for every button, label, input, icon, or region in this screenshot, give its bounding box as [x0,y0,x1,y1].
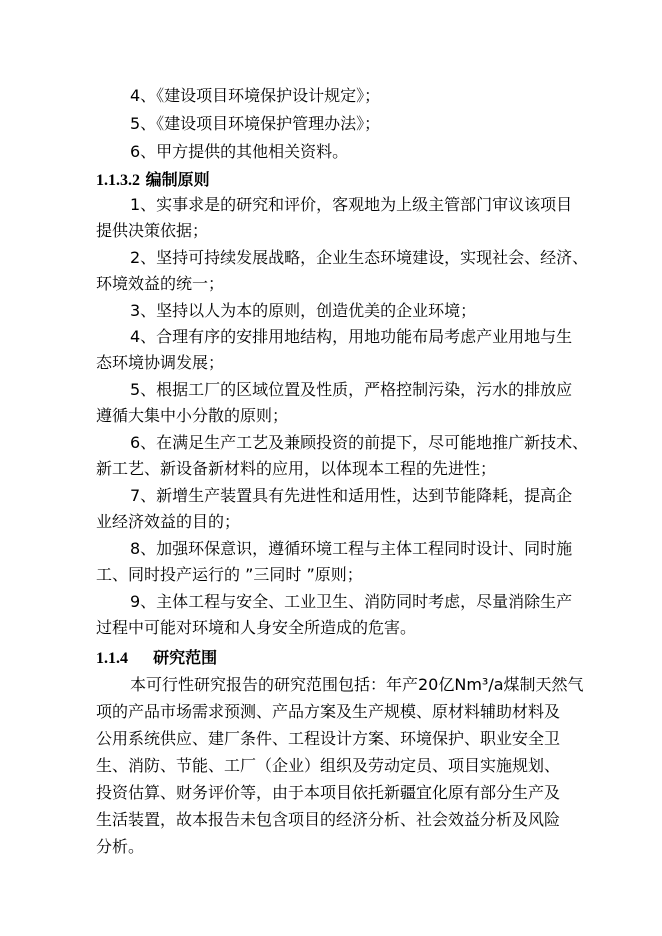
section-title: 编制原则 [145,170,210,189]
principle-2-line-1: 2、坚持可持续发展战略，企业生态环境建设，实现社会、经济、 [130,248,589,267]
basis-item-6: 6、甲方提供的其他相关资料。 [130,142,349,161]
scope-line-3: 公用系统供应、建厂条件、工程设计方案、环境保护、职业安全卫 [96,729,561,748]
principle-4-line-1: 4、合理有序的安排用地结构，用地功能布局考虑产业用地与生 [130,327,573,346]
principle-9-line-2: 过程中可能对环境和人身安全所造成的危害。 [96,618,417,637]
principle-1-line-1: 1、实事求是的研究和评价，客观地为上级主管部门审议该项目 [130,195,573,214]
basis-item-4: 4、《建设项目环境保护设计规定》； [130,86,381,105]
principle-6-line-1: 6、在满足生产工艺及兼顾投资的前提下，尽可能地推广新技术、 [130,433,589,452]
principle-7-line-2: 业经济效益的目的； [96,512,241,531]
scope-line-6: 生活装置，故本报告未包含项目的经济分析、社会效益分析及风险 [96,810,561,829]
section-heading-114 [96,648,217,669]
section-heading-1132 [96,170,210,191]
scope-line-5: 投资估算、财务评价等，由于本项目依托新疆宜化原有部分生产及 [96,783,561,802]
scope-line-1: 本可行性研究报告的研究范围包括：年产20亿Nm³/a煤制天然气 [130,675,584,694]
section-title: 研究范围 [153,648,218,667]
principle-2-line-2: 环境效益的统一； [96,274,225,293]
scope-line-7: 分析。 [96,837,145,856]
principle-8-line-1: 8、加强环保意识，遵循环境工程与主体工程同时设计、同时施 [130,539,573,558]
scope-line-4: 生、消防、节能、工厂（企业）组织及劳动定员、项目实施规划、 [96,756,561,775]
scope-line-2: 项的产品市场需求预测、产品方案及生产规模、原材料辅助材料及 [96,702,561,721]
basis-item-5: 5、《建设项目环境保护管理办法》； [130,114,381,133]
principle-9-line-1: 9、主体工程与安全、工业卫生、消防同时考虑，尽量消除生产 [130,592,573,611]
principle-7-line-1: 7、新增生产装置具有先进性和适用性，达到节能降耗，提高企 [130,486,573,505]
principle-5-line-1: 5、根据工厂的区域位置及性质，严格控制污染，污水的排放应 [130,380,573,399]
principle-8-line-2: 工、同时投产运行的 ”三同时 ”原则； [96,565,363,584]
section-number: 1.1.4 [96,650,128,667]
principle-3-line-1: 3、坚持以人为本的原则，创造优美的企业环境； [130,301,477,320]
section-number: 1.1.3.2 [96,172,140,189]
principle-1-line-2: 提供决策依据； [96,221,209,240]
principle-6-line-2: 新工艺、新设备新材料的应用，以体现本工程的先进性； [96,459,497,478]
principle-4-line-2: 态环境协调发展； [96,353,225,372]
principle-5-line-2: 遵循大集中小分散的原则； [96,406,289,425]
